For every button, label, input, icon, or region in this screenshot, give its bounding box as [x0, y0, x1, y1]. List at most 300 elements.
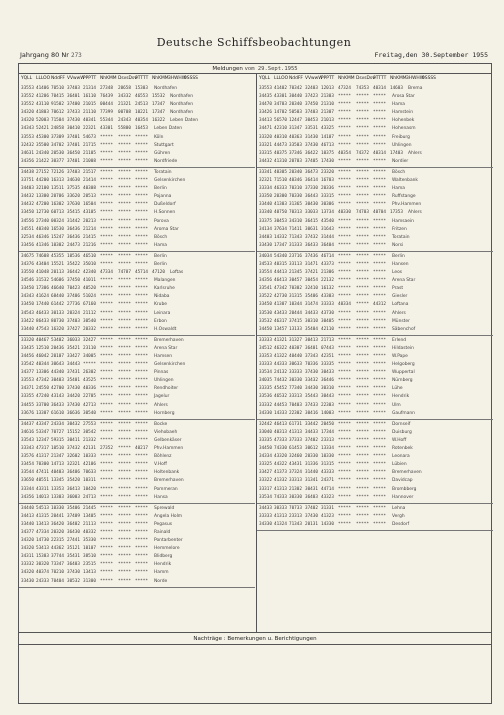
table-cell: ***** [118, 478, 131, 484]
ship-name: Uhlingen [392, 142, 412, 148]
table-cell: 33333 [259, 513, 272, 519]
table-cell: ***** [118, 318, 131, 324]
table-cell: 41011 [83, 278, 96, 284]
table-cell: 33335 [259, 437, 272, 443]
table-cell: ***** [373, 310, 386, 316]
table-cell: 47342 [274, 286, 287, 292]
ship-name: Berlin [392, 253, 405, 259]
table-cell: 20300 [274, 194, 287, 200]
table-cell: 37430 [305, 513, 318, 519]
table-row [257, 261, 493, 269]
table-cell: 43311 [36, 486, 49, 492]
table-cell: 35406 [305, 294, 318, 300]
table-row [19, 201, 255, 209]
table-cell: 71343 [289, 521, 302, 527]
table-cell: ***** [118, 394, 131, 400]
table-cell: 37403 [305, 110, 318, 116]
table-cell: ***** [100, 478, 113, 484]
table-cell: ***** [373, 505, 386, 511]
table-cell: 37427 [67, 326, 80, 332]
table-row [257, 150, 493, 158]
meldungen-label: Meldungen [212, 66, 243, 72]
table-cell: 33426 [259, 110, 272, 116]
column-header-4: PPPTT [321, 76, 335, 81]
table-cell: ***** [356, 270, 369, 276]
table-cell: ***** [135, 218, 148, 224]
ship-name: Toratain [392, 234, 410, 240]
table-cell: 37403 [67, 318, 80, 324]
table-cell: 15532 [152, 94, 165, 100]
jahrgang-field [20, 51, 82, 59]
table-cell: 21008 [83, 158, 96, 164]
table-cell: 46333 [274, 186, 287, 192]
table-row [257, 142, 493, 150]
table-cell: 20513 [83, 194, 96, 200]
table-cell: ***** [135, 486, 148, 492]
table-cell: ***** [118, 386, 131, 392]
table-cell: 54340 [274, 253, 287, 259]
table-cell: ***** [118, 402, 131, 408]
table-cell: 15247 [51, 234, 64, 240]
table-cell: ***** [373, 186, 386, 192]
table-cell: 23110 [83, 345, 96, 351]
table-cell: ***** [356, 178, 369, 184]
table-row [257, 109, 493, 117]
table-cell: 34371 [21, 386, 34, 392]
ship-name: Uhlingen [154, 378, 174, 384]
table-row [19, 301, 255, 309]
table-cell: 41324 [274, 521, 287, 527]
table-cell: 77399 [100, 110, 113, 116]
table-cell: 34311 [21, 554, 34, 560]
table-cell: ***** [373, 142, 386, 148]
table-cell: ***** [100, 562, 113, 568]
ship-name: W.Hoff [392, 437, 407, 443]
ship-name: Hama [154, 242, 167, 248]
table-cell: 30453 [305, 118, 318, 124]
table-cell: 16313 [51, 178, 64, 184]
table-cell: 41313 [289, 429, 302, 435]
table-cell: 35421 [67, 345, 80, 351]
table-cell: 20703 [289, 158, 302, 164]
table-cell: 40551 [36, 478, 49, 484]
table-row [257, 301, 493, 309]
table-cell: ***** [373, 337, 386, 343]
table-cell: ***** [356, 505, 369, 511]
table-cell: 36415 [305, 218, 318, 224]
table-row [19, 234, 255, 242]
table-cell: ***** [356, 310, 369, 316]
table-cell: ***** [338, 486, 351, 492]
table-cell: 41402 [274, 86, 287, 91]
table-cell: 43323 [321, 494, 334, 500]
table-row [19, 561, 255, 569]
table-cell: 77340 [289, 386, 302, 392]
table-cell: ***** [100, 362, 113, 368]
table-cell: 34438 [21, 169, 34, 175]
table-cell: ***** [338, 134, 351, 140]
ship-name: Bösch [392, 169, 406, 175]
table-row [19, 569, 255, 577]
table-cell: ***** [373, 134, 386, 140]
table-cell: 30432 [67, 421, 80, 427]
table-cell: 51024 [83, 294, 96, 300]
table-cell: 43431 [289, 462, 302, 468]
table-cell: ***** [100, 210, 113, 216]
table-cell: ***** [373, 345, 386, 351]
table-cell: ***** [338, 513, 351, 519]
ship-name: Berlin [154, 253, 167, 259]
table-cell: 31300 [83, 578, 96, 584]
ship-name: Rainald [154, 529, 171, 535]
table-cell: 70210 [51, 570, 64, 576]
table-cell: ***** [100, 486, 113, 492]
table-cell: ***** [118, 370, 131, 376]
table-cell: 14013 [36, 494, 49, 500]
table-cell: 31315 [289, 294, 302, 300]
table-cell: 32321 [67, 462, 80, 468]
table-cell: 31643 [321, 226, 334, 232]
ship-name: Nordhafen [170, 110, 193, 116]
table-cell: ***** [100, 513, 113, 519]
table-cell: ***** [356, 94, 369, 100]
ship-name: Wuppertal [392, 370, 415, 376]
table-cell: ***** [338, 505, 351, 511]
table-cell: 33315 [259, 150, 272, 156]
table-cell: 40313 [274, 429, 287, 435]
table-cell: ***** [118, 421, 131, 427]
table-cell: ***** [356, 118, 369, 124]
table-cell: ***** [100, 242, 113, 248]
table-row [19, 513, 255, 521]
ship-name: H.Sonnen [154, 210, 176, 216]
table-cell: ***** [373, 462, 386, 468]
left-group-1 [19, 168, 255, 252]
table-cell: 22303 [321, 402, 334, 408]
table-cell: 34420 [67, 394, 80, 400]
table-cell: ***** [356, 261, 369, 267]
column-header-7: 9TTTT [373, 76, 387, 81]
table-cell: 34433 [305, 429, 318, 435]
table-cell: 36442 [67, 270, 80, 276]
table-cell: 34403 [259, 234, 272, 240]
table-cell: ***** [135, 538, 148, 544]
table-cell: ***** [118, 178, 131, 184]
table-cell: 27152 [36, 169, 49, 175]
table-cell: 14333 [274, 410, 287, 416]
ship-name: Berlin [154, 186, 167, 192]
table-cell: ***** [373, 218, 386, 224]
table-row [257, 353, 493, 361]
table-cell: 36636 [67, 410, 80, 416]
table-cell: ***** [356, 354, 369, 359]
table-cell: 21713 [321, 337, 334, 343]
table-cell: ***** [135, 410, 148, 416]
table-cell: 33620 [67, 194, 80, 200]
table-cell: 36403 [305, 494, 318, 500]
table-cell: 33454 [21, 462, 34, 468]
table-cell: 34702 [51, 142, 64, 148]
table-cell: 20107 [51, 354, 64, 359]
ship-name: Fritzen [392, 226, 407, 232]
table-cell: 68440 [51, 294, 64, 300]
right-group-1 [257, 168, 493, 252]
table-row [19, 150, 255, 158]
table-row [257, 377, 493, 385]
table-cell: 30631 [305, 226, 318, 232]
table-cell: 34630 [67, 178, 80, 184]
table-cell: 34376 [21, 261, 34, 267]
table-cell: 34556 [21, 218, 34, 224]
table-cell: 55800 [118, 126, 131, 132]
column-header-4: PPPTT [83, 76, 97, 81]
table-cell: 37343 [305, 354, 318, 359]
ship-name: Jagelur [154, 394, 170, 400]
table-cell: ***** [356, 478, 369, 484]
table-cell: 21110 [83, 110, 96, 116]
table-cell: 36450 [67, 150, 80, 156]
table-cell: ***** [118, 354, 131, 359]
table-cell: 33317 [259, 486, 272, 492]
table-cell: 10420 [83, 486, 96, 492]
table-cell: ***** [338, 354, 351, 359]
table-cell: ***** [356, 454, 369, 460]
table-cell: 41321 [274, 337, 287, 343]
table-cell: 10375 [321, 150, 334, 156]
table-cell: 33325 [259, 462, 272, 468]
table-cell: ***** [135, 454, 148, 460]
ship-name: Hendrik [392, 394, 410, 400]
table-cell: 21310 [321, 102, 334, 108]
table-row [19, 134, 255, 142]
table-row [257, 393, 493, 401]
table-cell: 13405 [83, 513, 96, 519]
table-cell: ***** [356, 110, 369, 116]
table-cell: 24550 [36, 386, 49, 392]
ship-name: Nordhafen [170, 102, 193, 108]
table-cell: 27736 [67, 302, 80, 308]
table-cell: 43525 [83, 378, 96, 384]
ship-name: Helgoberg [392, 362, 415, 368]
table-cell: 31331 [321, 505, 334, 511]
table-cell: 33335 [259, 386, 272, 392]
table-cell: 40403 [51, 470, 64, 476]
table-cell: 24333 [36, 578, 49, 584]
table-cell: 34035 [259, 378, 272, 384]
table-row [257, 134, 493, 142]
table-cell: 33530 [259, 310, 272, 316]
table-cell: 37402 [305, 505, 318, 511]
table-cell: 31430 [305, 134, 318, 140]
table-cell: 37436 [305, 253, 318, 259]
table-cell: 13511 [51, 186, 64, 192]
table-cell: 34356 [21, 494, 34, 500]
table-cell: 17306 [36, 286, 49, 292]
ship-name: Rendhoiter [154, 386, 179, 392]
table-cell: ***** [135, 370, 148, 376]
table-cell: 32460 [289, 454, 302, 460]
table-row [19, 185, 255, 193]
ship-name: Bocke [154, 421, 168, 427]
table-row [19, 318, 255, 326]
table-row [257, 185, 493, 193]
table-cell: ***** [118, 194, 131, 200]
table-cell: 74608 [36, 253, 49, 259]
table-row [19, 377, 255, 385]
table-cell: 40308 [83, 186, 96, 192]
ship-name: Arena Star [154, 345, 178, 351]
table-cell: 37450 [305, 102, 318, 108]
table-row [257, 369, 493, 377]
ship-name: Hansa [154, 494, 168, 500]
table-cell: 37309 [51, 134, 64, 140]
table-cell: 42351 [321, 354, 334, 359]
table-cell: 14330 [321, 521, 334, 527]
table-cell: ***** [356, 186, 369, 192]
table-cell: 33335 [321, 362, 334, 368]
table-cell: 31471 [305, 261, 318, 267]
table-row [257, 445, 493, 453]
table-cell: ***** [373, 486, 386, 492]
table-cell: ***** [100, 302, 113, 308]
column-header-3: VVwwW [67, 76, 85, 81]
table-cell: ***** [135, 234, 148, 240]
ship-name: Hama [392, 186, 405, 192]
table-cell: ***** [100, 345, 113, 351]
table-cell: 70342 [289, 86, 302, 91]
table-cell: 34456 [21, 354, 34, 359]
ship-name: Phv.Hammen [392, 202, 422, 208]
table-cell: ***** [100, 578, 113, 584]
table-cell: 54513 [36, 505, 49, 511]
table-cell: ***** [100, 186, 113, 192]
table-cell: 52421 [36, 126, 49, 132]
table-cell: 30413 [305, 337, 318, 343]
ship-name: Prast [392, 286, 404, 292]
table-cell: ***** [118, 554, 131, 560]
table-row [257, 158, 493, 166]
table-cell: ***** [100, 178, 113, 184]
table-cell: 37421 [305, 270, 318, 276]
table-cell: ***** [373, 286, 386, 292]
table-row [19, 410, 255, 418]
table-cell: 35121 [67, 546, 80, 552]
table-cell: ***** [356, 370, 369, 376]
table-cell: 13353 [51, 486, 64, 492]
table-cell: ***** [118, 345, 131, 351]
table-cell: ***** [118, 310, 131, 316]
table-cell: 33442 [305, 421, 318, 427]
table-cell: 30540 [83, 410, 96, 416]
table-cell: 21347 [51, 454, 64, 460]
table-cell: 33432 [305, 378, 318, 384]
table-cell: 34435 [259, 94, 272, 100]
nachtrag-divider [19, 644, 491, 645]
table-cell: ***** [100, 354, 113, 359]
table-row [257, 101, 493, 109]
left-column-header [19, 73, 255, 84]
table-cell: 16504 [83, 202, 96, 208]
table-cell: 33322 [259, 478, 272, 484]
table-cell: 35420 [67, 478, 80, 484]
table-cell: 42713 [83, 402, 96, 408]
table-cell: ***** [338, 102, 351, 108]
table-cell: ***** [100, 310, 113, 316]
table-cell: ***** [100, 194, 113, 200]
table-row [257, 318, 493, 326]
date-field: Freitag,den 30.September 1955 [374, 51, 488, 59]
table-row [19, 545, 255, 553]
table-cell: 43325 [321, 126, 334, 132]
table-cell: 30443 [321, 394, 334, 400]
table-cell: ***** [373, 270, 386, 276]
table-cell: 33450 [21, 302, 34, 308]
table-row [19, 385, 255, 393]
table-cell: 59315 [51, 437, 64, 443]
table-cell: ***** [100, 454, 113, 460]
table-cell: 46317 [274, 318, 287, 324]
table-cell: 33422 [21, 318, 34, 324]
ship-name: Münster [392, 318, 410, 324]
table-cell: 34332 [118, 94, 131, 100]
table-cell: ***** [356, 253, 369, 259]
ship-name: Bremerhaven [154, 337, 184, 343]
table-cell: 35330 [83, 538, 96, 544]
table-cell: 47120 [152, 270, 165, 276]
table-cell: 33113 [289, 261, 302, 267]
table-cell: ***** [373, 429, 386, 435]
table-cell: ***** [338, 286, 351, 292]
table-cell: 30633 [289, 362, 302, 368]
table-cell: 47317 [36, 446, 49, 452]
table-cell: 36404 [321, 242, 334, 248]
table-cell: 46346 [36, 234, 49, 240]
table-cell: 47240 [36, 394, 49, 400]
table-cell: 10107 [83, 546, 96, 552]
table-row [19, 429, 255, 437]
table-cell: ***** [356, 402, 369, 408]
table-cell: 37403 [67, 86, 80, 91]
table-cell: 17347 [152, 102, 165, 108]
table-cell: 30403 [51, 378, 64, 384]
table-cell: ***** [100, 421, 113, 427]
table-cell: ***** [118, 142, 131, 148]
table-cell: 30405 [321, 318, 334, 324]
table-cell: 34631 [21, 150, 34, 156]
table-cell: ***** [118, 134, 131, 140]
ship-name: Porova [154, 218, 169, 224]
table-cell: ***** [356, 134, 369, 140]
ship-name: Pojanna [154, 194, 172, 200]
table-cell: 76439 [100, 94, 113, 100]
table-cell: 43105 [83, 210, 96, 216]
table-cell: 74372 [356, 150, 369, 156]
table-cell: 74330 [274, 446, 287, 452]
table-cell: 54606 [51, 278, 64, 284]
table-cell: 34413 [21, 513, 34, 519]
table-cell: ***** [356, 234, 369, 240]
table-cell: 37431 [67, 370, 80, 376]
table-cell: ***** [373, 318, 386, 324]
ship-name: Norsi [392, 242, 404, 248]
table-cell: 20450 [321, 421, 334, 427]
table-row [257, 285, 493, 293]
table-cell: ***** [100, 570, 113, 576]
table-cell: 40307 [289, 345, 302, 351]
ship-name: Ahlers [154, 402, 168, 408]
table-cell: ***** [373, 242, 386, 248]
ship-name: Norde [154, 578, 168, 584]
